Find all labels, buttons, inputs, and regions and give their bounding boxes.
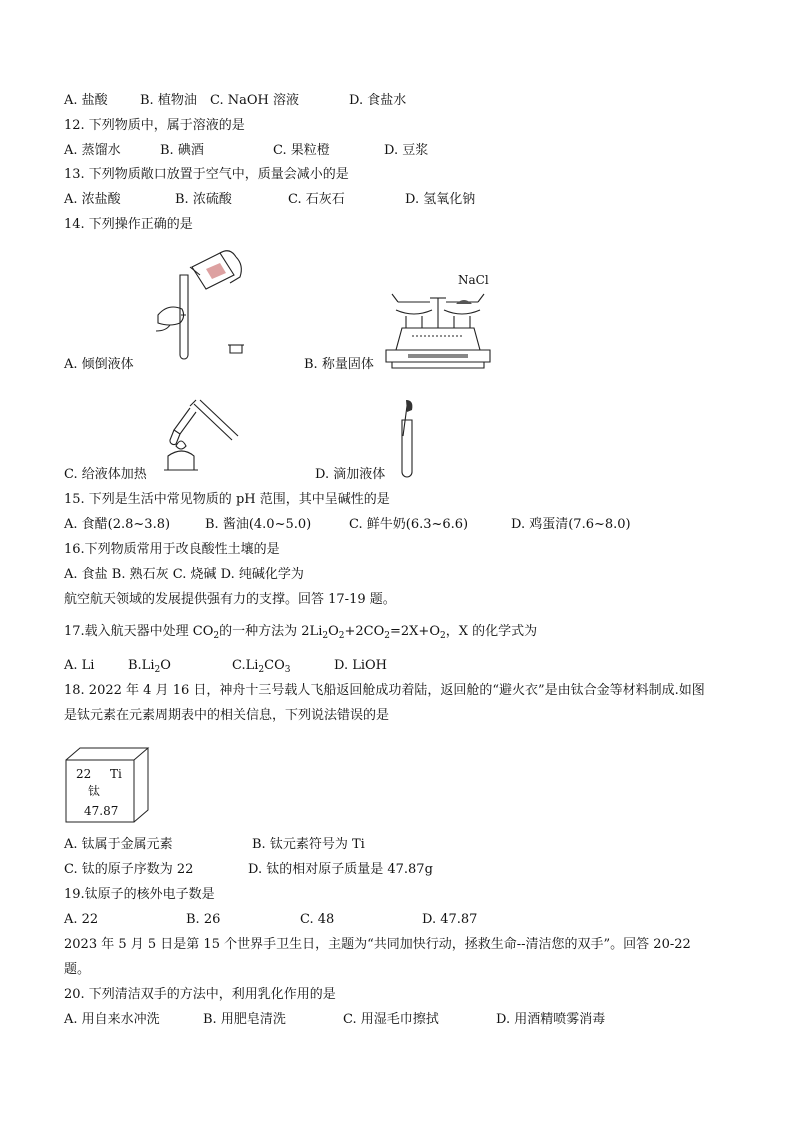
q12-option-a: A. 蒸馏水 [64,143,121,158]
q16-stem: 16.下列物质常用于改良酸性土壤的是 [64,542,280,557]
element-mass: 47.87 [84,804,119,818]
q15-option-a: A. 食醋(2.8~3.8) [64,517,171,532]
q11-option-a: A. 盐酸 [64,93,108,108]
q18-option-a: A. 钛属于金属元素 [64,837,173,852]
q11-option-c: C. NaOH 溶液 [210,93,300,108]
q12-option-d: D. 豆浆 [384,143,429,158]
q14-option-d: D. 滴加液体 [315,467,386,482]
q17-option-c: $C.Li_2CO_3$ [232,658,291,675]
q12-option-b: B. 碘酒 [160,143,204,158]
q20-option-b: B. 用肥皂清洗 [203,1012,286,1027]
passage-hand-hygiene-line1: 2023 年 5 月 5 日是第 15 个世界手卫生日，主题为“共同加快行动，拯救生命--清洁您的双手”。回答 20-22 [64,937,691,952]
q14-option-a: A. 倾倒液体 [64,357,134,372]
balance-label: NaCl [458,273,489,287]
q13-option-c: C. 石灰石 [288,192,345,207]
q20-option-d: D. 用酒精喷雾消毒 [496,1012,606,1027]
q19-option-b: B. 26 [186,912,221,927]
passage-hand-hygiene-line2: 题。 [64,962,91,977]
q11-option-b: B. 植物油 [140,93,197,108]
q15-option-d: D. 鸡蛋清(7.6~8.0) [511,517,631,532]
balance-illustration [382,288,494,370]
q20-option-a: A. 用自来水冲洗 [64,1012,160,1027]
q19-option-a: A. 22 [64,912,99,927]
element-atomic-number: 22 [76,767,92,781]
q16-options: A. 食盐 B. 熟石灰 C. 烧碱 D. 纯碱化学为 [64,567,304,582]
q13-stem: 13. 下列物质敞口放置于空气中，质量会减小的是 [64,167,349,182]
q13-option-a: A. 浓盐酸 [64,192,121,207]
pour-liquid-illustration [140,245,260,365]
q18-stem-line1: 18. 2022 年 4 月 16 日，神舟十三号载人飞船返回舱成功着陆，返回舱的“避火衣”是由钛合金等材料制成.如图 [64,683,705,698]
q20-option-c: C. 用湿毛巾擦拭 [343,1012,439,1027]
q18-stem-line2: 是钛元素在元素周期表中的相关信息，下列说法错误的是 [64,708,390,723]
q14-stem: 14. 下列操作正确的是 [64,217,193,232]
q17-option-b: $B.Li_2O$ [128,658,171,675]
q14-option-c: C. 给液体加热 [64,467,147,482]
q15-option-b: B. 酱油(4.0~5.0) [205,517,312,532]
q11-option-d: D. 食盐水 [349,93,407,108]
heat-liquid-illustration [160,396,240,478]
q13-option-d: D. 氢氧化钠 [405,192,476,207]
q17-option-d: D. LiOH [334,658,388,673]
q14-option-b: B. 称量固体 [304,357,374,372]
q13-option-b: B. 浓硫酸 [175,192,232,207]
q15-stem: 15. 下列是生活中常见物质的 pH 范围，其中呈碱性的是 [64,492,390,507]
q18-option-b: B. 钛元素符号为 Ti [252,837,365,852]
q19-option-d: D. 47.87 [422,912,478,927]
q18-option-c: C. 钛的原子序数为 22 [64,862,194,877]
q15-option-c: C. 鲜牛奶(6.3~6.6) [349,517,469,532]
q19-stem: 19.钛原子的核外电子数是 [64,887,215,902]
q12-option-c: C. 果粒橙 [273,143,330,158]
q18-option-d: D. 钛的相对原子质量是 47.87g [248,862,433,877]
q19-option-c: C. 48 [300,912,335,927]
drop-liquid-illustration [394,400,424,480]
element-name: 钛 [88,784,101,798]
q17-option-a: A. Li [64,658,95,673]
passage-aerospace: 航空航天领域的发展提供强有力的支撑。回答 17-19 题。 [64,592,396,607]
q17-stem: 17.载入航天器中处理 $CO_2$的一种方法为 $2Li_2O_2+2CO_2=2X+O_2$，X 的化学式为 [64,624,538,641]
q12-stem: 12. 下列物质中，属于溶液的是 [64,118,245,133]
element-symbol: Ti [110,767,122,781]
q20-stem: 20. 下列清洁双手的方法中，利用乳化作用的是 [64,987,336,1002]
